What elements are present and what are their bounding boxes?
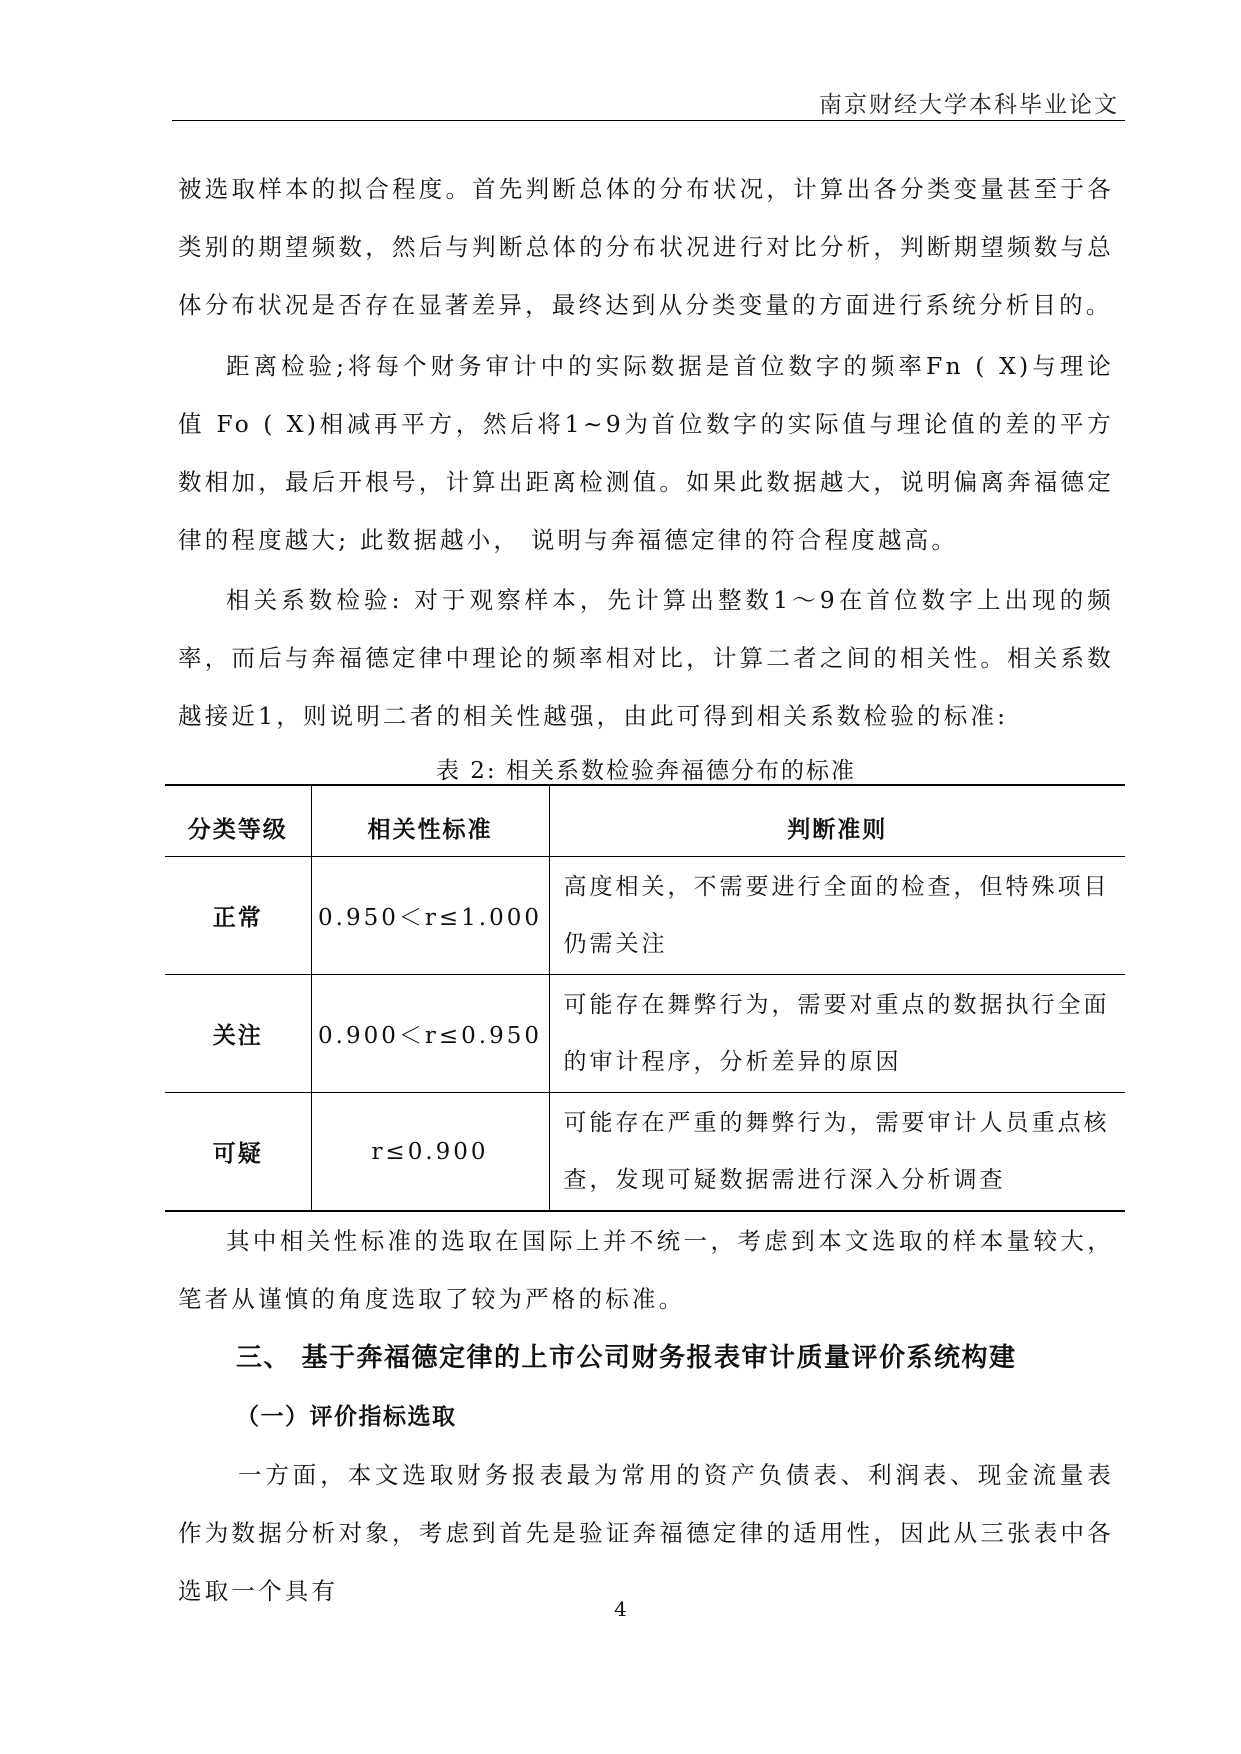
paragraph-correlation-test: 相关系数检验: 对于观察样本，先计算出整数1～9在首位数字上出现的频率，而后与奔福德定律中理论的频率相对比，计算二者之间的相关性。相关系数越接近1，则说明二者的相关性越强，由此可得到相关系数检验的标准: bbox=[178, 586, 1114, 730]
row-rule: 可能存在舞弊行为，需要对重点的数据执行全面的审计程序，分析差异的原因 bbox=[549, 975, 1125, 1093]
header-title: 南京财经大学本科毕业论文 bbox=[819, 92, 1119, 118]
section-heading: 三、 基于奔福德定律的上市公司财务报表审计质量评价系统构建 bbox=[236, 1343, 1017, 1373]
header-level: 分类等级 bbox=[165, 785, 311, 857]
table-row bbox=[165, 1093, 1125, 1212]
header-rule: 判断准则 bbox=[549, 785, 1125, 857]
paragraph-data-objects: 一方面，本文选取财务报表最为常用的资产负债表、利润表、现金流量表作为数据分析对象，考虑到首先是验证奔福德定律的适用性，因此从三张表中各选取一个具有 bbox=[178, 1461, 1114, 1605]
table-row bbox=[165, 975, 1125, 1093]
row-level: 正常 bbox=[165, 857, 311, 975]
page-number: 4 bbox=[614, 1597, 627, 1621]
row-level: 可疑 bbox=[165, 1093, 311, 1212]
table-row bbox=[165, 857, 1125, 975]
subsection-heading: （一）评价指标选取 bbox=[236, 1404, 457, 1430]
row-criterion: r≤0.900 bbox=[311, 1093, 549, 1212]
page-header bbox=[172, 84, 1125, 121]
table-caption: 表 2: 相关系数检验奔福德分布的标准 bbox=[435, 758, 856, 784]
table-header-row bbox=[165, 785, 1125, 857]
row-criterion: 0.900＜r≤0.950 bbox=[311, 975, 549, 1093]
row-criterion: 0.950＜r≤1.000 bbox=[311, 857, 549, 975]
paragraph-fit-degree: 被选取样本的拟合程度。首先判断总体的分布状况，计算出各分类变量甚至于各类别的期望频数，然后与判断总体的分布状况进行对比分析，判断期望频数与总体分布状况是否存在显著差异，最终达到从分类变量的方面进行系统分析目的。 bbox=[178, 175, 1114, 319]
paragraph-standard-note: 其中相关性标准的选取在国际上并不统一，考虑到本文选取的样本量较大，笔者从谨慎的角度选取了较为严格的标准。 bbox=[178, 1227, 1114, 1313]
row-rule: 高度相关，不需要进行全面的检查，但特殊项目仍需关注 bbox=[549, 857, 1125, 975]
paragraph-distance-test: 距离检验;将每个财务审计中的实际数据是首位数字的频率Fn ( X)与理论值 Fo ( X)相减再平方，然后将1~9为首位数字的实际值与理论值的差的平方数相加，最后开根号，计算出距离检测值。如果此数据越大，说明偏离奔福德定律的程度越大; 此数据越小， 说明与奔福德定律的符合程度越高。 bbox=[178, 352, 1114, 554]
header-criterion: 相关性标准 bbox=[311, 785, 549, 857]
row-rule: 可能存在严重的舞弊行为，需要审计人员重点核查，发现可疑数据需进行深入分析调查 bbox=[549, 1093, 1125, 1212]
correlation-standard-table bbox=[165, 784, 1125, 1212]
row-level: 关注 bbox=[165, 975, 311, 1093]
